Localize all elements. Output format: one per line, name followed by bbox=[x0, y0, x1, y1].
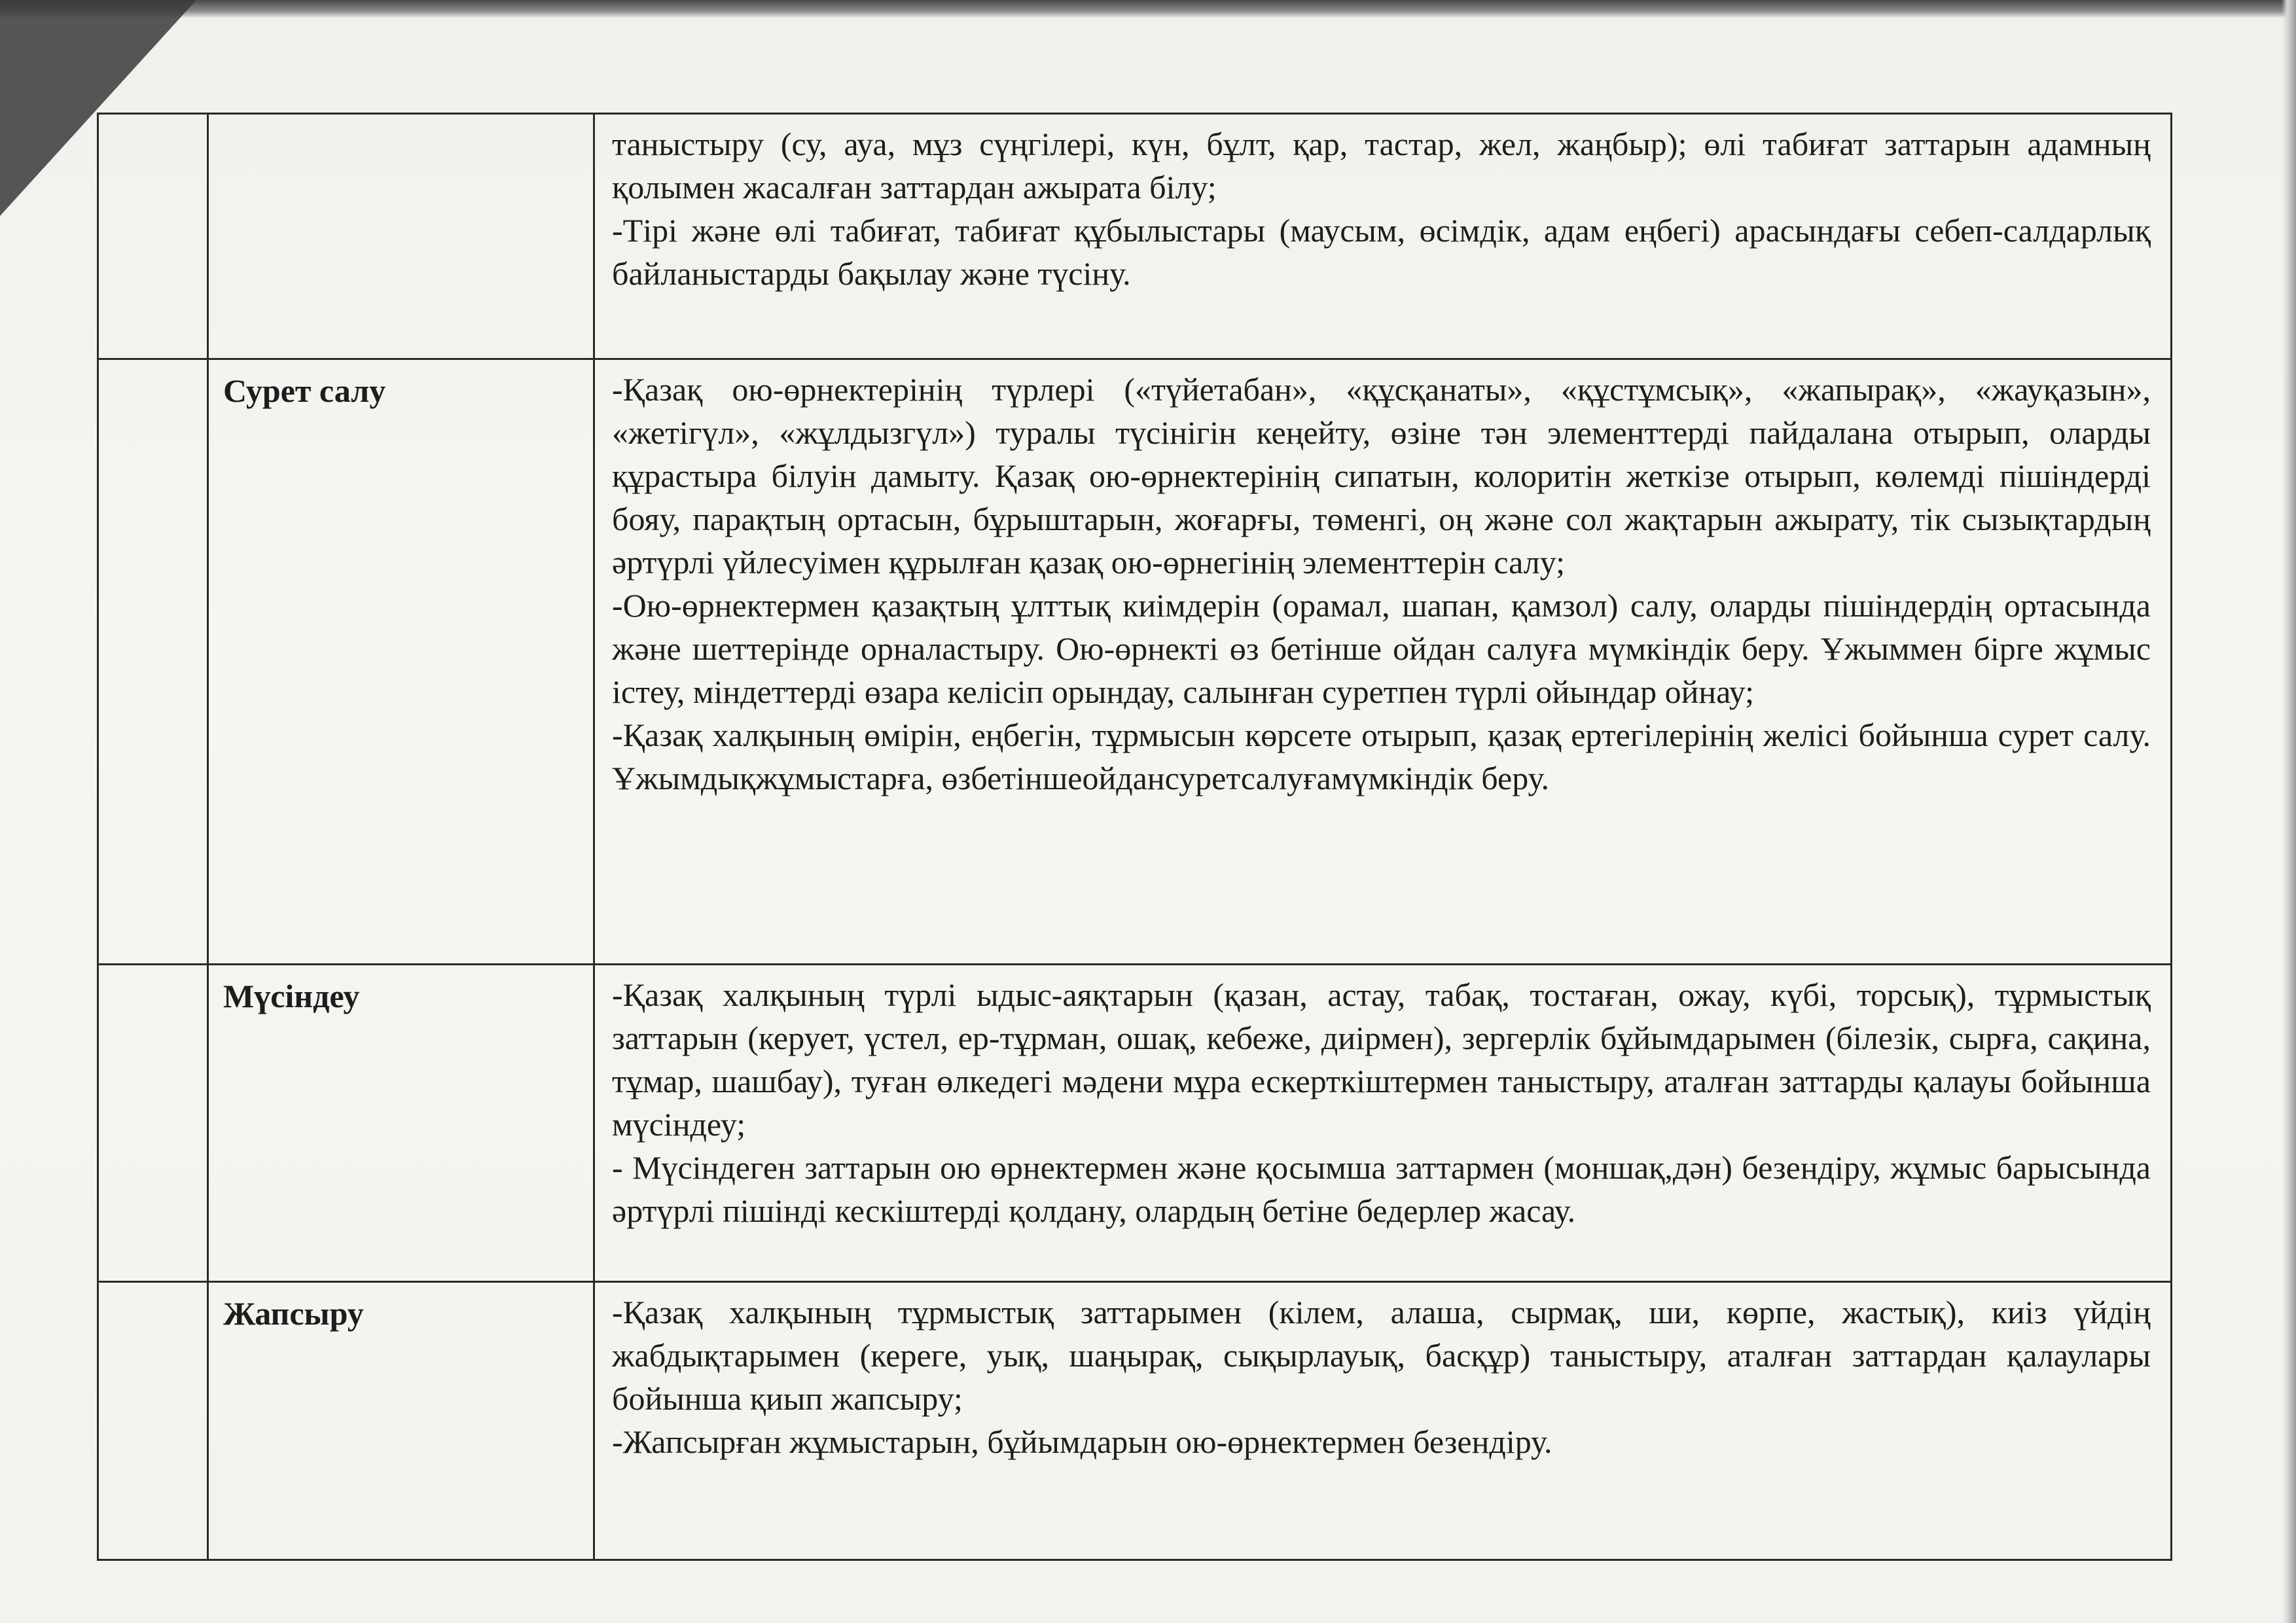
subject-cell: Мүсіндеу bbox=[208, 965, 594, 1282]
content-paragraph: -Жапсырған жұмыстарын, бұйымдарын ою-өрнектермен безендіру. bbox=[612, 1423, 1552, 1460]
blank-cell bbox=[98, 114, 208, 359]
table-row bbox=[98, 965, 2172, 1282]
subject-cell: Сурет салу bbox=[208, 359, 594, 965]
scan-right-edge bbox=[2282, 0, 2296, 1623]
blank-cell bbox=[98, 965, 208, 1282]
table-row bbox=[98, 359, 2172, 965]
table-row bbox=[98, 114, 2172, 359]
subject-cell: Жапсыру bbox=[208, 1282, 594, 1560]
content-paragraph: - Мүсіндеген заттарын ою өрнектермен және қосымша заттармен (моншақ,дән) безендіру, жұмыс барысында әртүрлі пішінді кескіштерді қолдану, олардың бетіне бедерлер жасау. bbox=[612, 1149, 2151, 1229]
content-paragraph: таныстыру (су, ауа, мұз сүңгілері, күн, бұлт, қар, тастар, жел, жаңбыр); өлі табиғат заттарын адамның қолымен жасалған заттардан ажырата білу; bbox=[612, 126, 2151, 205]
content-paragraph: -Ою-өрнектермен қазақтың ұлттық киімдерін (орамал, шапан, қамзол) салу, оларды пішіндердің ортасында және шеттерінде орналастыру. Ою-өрнекті өз бетінше ойдан салуға мүмкіндік беру. Ұжыммен бірге жұмыс істеу, міндеттерді өзара келісіп орындау, салынған суретпен түрлі ойындар ойнау; bbox=[612, 587, 2151, 710]
table-row bbox=[98, 1282, 2172, 1560]
blank-cell bbox=[98, 1282, 208, 1560]
content-paragraph: -Қазақ халқының түрлі ыдыс-аяқтарын (қазан, астау, табақ, тостаған, ожау, күбі, торсық), тұрмыстық заттарын (керует, үстел, ер-тұрман, ошақ, кебеже, диірмен), зергерлік бұйымдарымен (білезік, сырға, сақина, тұмар, шашбау), туған өлкедегі мәдени мұра ескерткіштермен таныстыру, аталған заттарды қалауы бойынша мүсіндеу; bbox=[612, 976, 2151, 1143]
scan-top-edge bbox=[0, 0, 2296, 18]
content-paragraph: -Қазақ халқының өмірін, еңбегін, тұрмысын көрсете отырып, қазақ ертегілерінің желісі бойынша сурет салу. Ұжымдықжұмыстарға, өзбетіншеойдансуретсалуғамүмкіндік беру. bbox=[612, 717, 2151, 796]
content-paragraph: -Қазақ халқының тұрмыстық заттарымен (кілем, алаша, сырмақ, ши, көрпе, жастық), киіз үйдің жабдықтарымен (кереге, уық, шаңырақ, сықырлауық, басқұр) таныстыру, аталған заттардан қалаулары бойынша қиып жапсыру; bbox=[612, 1294, 2151, 1417]
content-cell bbox=[594, 359, 2172, 965]
content-cell bbox=[594, 1282, 2172, 1560]
content-paragraph: -Тірі және өлі табиғат, табиғат құбылыстары (маусым, өсімдік, адам еңбегі) арасындағы себеп-салдарлық байланыстарды бақылау және түсіну. bbox=[612, 212, 2151, 292]
curriculum-table bbox=[97, 113, 2172, 1561]
content-paragraph: -Қазақ ою-өрнектерінің түрлері («түйетабан», «құсқанаты», «құстұмсық», «жапырақ», «жауқазын», «жетігүл», «жұлдызгүл») туралы түсінігін кеңейту, өзіне тән элементтерді пайдалана отырып, оларды құрастыра білуін дамыту. Қазақ ою-өрнектерінің сипатын, колоритін жеткізе отырып, көлемді пішіндерді бояу, парақтың ортасын, бұрыштарын, жоғарғы, төменгі, оң және сол жақтарын ажырату, тік сызықтардың әртүрлі үйлесуімен құрылған қазақ ою-өрнегінің элементтерін салу; bbox=[612, 371, 2151, 580]
subject-cell bbox=[208, 114, 594, 359]
blank-cell bbox=[98, 359, 208, 965]
content-cell bbox=[594, 965, 2172, 1282]
content-cell bbox=[594, 114, 2172, 359]
